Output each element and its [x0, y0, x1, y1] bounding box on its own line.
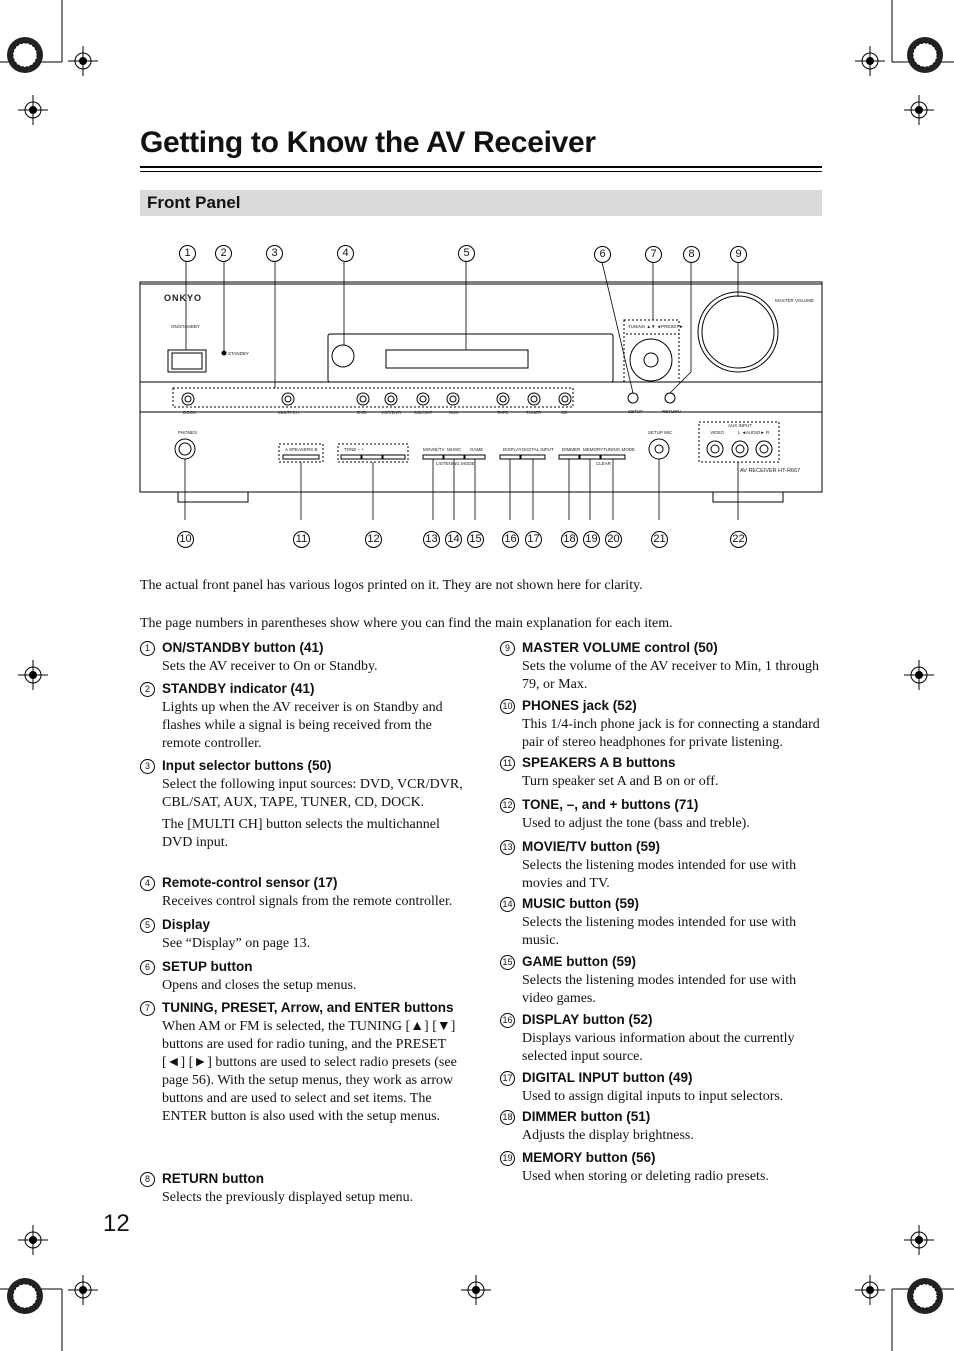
page-title: Getting to Know the AV Receiver [140, 126, 596, 159]
callout-15: 15 [467, 531, 484, 548]
item-number: 15 [500, 955, 515, 970]
item-body: Used when storing or deleting radio presets. [522, 1169, 769, 1184]
panel-input-aux: AUX [449, 410, 459, 415]
callout-10: 10 [177, 531, 194, 548]
panel-standby: STANDBY [228, 351, 249, 356]
item-body: Displays various information about the currently selected input source. [522, 1031, 795, 1064]
section-header [140, 190, 822, 216]
panel-digital-input: DIGITAL INPUT [522, 447, 554, 452]
panel-movie-tv: MOVIE/TV [423, 447, 445, 452]
callout-18: 18 [561, 531, 578, 548]
callout-14: 14 [445, 531, 462, 548]
list-item [500, 1011, 822, 1070]
note-page-numbers: The page numbers in parentheses show where you can find the main explanation for each item. [140, 616, 673, 631]
item-number: 5 [140, 918, 155, 933]
item-number: 16 [500, 1013, 515, 1028]
item-body: Selects the listening modes intended for use with music. [522, 915, 797, 948]
callout-19: 19 [583, 531, 600, 548]
panel-brand: ONKYO [164, 293, 203, 303]
list-item [500, 1108, 822, 1149]
panel-display: DISPLAY [503, 447, 522, 452]
item-number: 1 [140, 641, 155, 656]
panel-audio: L ◄AUDIO► R [738, 430, 770, 435]
panel-memory: MEMORY [583, 447, 604, 452]
item-body: See “Display” on page 13. [162, 936, 311, 951]
item-body: Selects the listening modes intended for use with video games. [522, 973, 797, 1006]
callout-16: 16 [502, 531, 519, 548]
panel-input-cd: CD [561, 410, 568, 415]
note-logos: The actual front panel has various logos printed on it. They are not shown here for clarity. [140, 578, 643, 593]
panel-dimmer: DIMMER [562, 447, 581, 452]
item-heading: Remote-control sensor (17) [162, 875, 338, 890]
item-heading: DIGITAL INPUT button (49) [522, 1070, 693, 1085]
item-number: 2 [140, 682, 155, 697]
panel-input-cblsat: CBL/SAT [414, 410, 433, 415]
list-item [140, 874, 470, 915]
item-heading: MUSIC button (59) [522, 896, 639, 911]
item-heading: STANDBY indicator (41) [162, 681, 315, 696]
item-body: Receives control signals from the remote controller. [162, 894, 453, 909]
callout-22: 22 [730, 531, 747, 548]
list-item [500, 754, 822, 795]
panel-speakers: A SPEAKERS B [285, 447, 318, 452]
panel-model: AV RECEIVER HT-R667 [740, 468, 801, 474]
panel-input-dvd: DVD [357, 410, 367, 415]
list-item [140, 1170, 470, 1211]
panel-tone: TONE – + [344, 447, 365, 452]
item-number: 7 [140, 1001, 155, 1016]
list-item [500, 1149, 822, 1190]
section-title: Front Panel [147, 193, 241, 212]
callout-9: 9 [730, 246, 747, 263]
item-heading: TONE, –, and + buttons (71) [522, 797, 699, 812]
item-body-2: The [MULTI CH] button selects the multichannel DVD input. [162, 817, 440, 850]
item-body: Lights up when the AV receiver is on Standby and flashes while a signal is being received from the remote controller. [162, 700, 443, 751]
item-body: Selects the listening modes intended for use with movies and TV. [522, 858, 797, 891]
front-panel-illustration [138, 262, 824, 520]
item-number: 4 [140, 876, 155, 891]
panel-on-standby: ON/STANDBY [171, 324, 200, 329]
panel-phones: PHONES [178, 430, 198, 435]
item-heading: GAME button (59) [522, 954, 636, 969]
panel-game: GAME [470, 447, 484, 452]
item-heading: DISPLAY button (52) [522, 1012, 653, 1027]
item-heading: SPEAKERS A B buttons [522, 755, 676, 770]
item-heading: MEMORY button (56) [522, 1150, 656, 1165]
item-body: Adjusts the display brightness. [522, 1128, 694, 1143]
callout-20: 20 [605, 531, 622, 548]
item-number: 17 [500, 1071, 515, 1086]
panel-master-volume: MASTER VOLUME [775, 298, 815, 303]
item-heading: ON/STANDBY button (41) [162, 640, 324, 655]
list-item [500, 838, 822, 897]
list-item [140, 639, 470, 680]
item-number: 13 [500, 840, 515, 855]
list-item [140, 757, 470, 856]
panel-input-multich: MULTI CH [278, 410, 299, 415]
item-heading: SETUP button [162, 959, 253, 974]
callout-6: 6 [594, 246, 611, 263]
item-number: 14 [500, 897, 515, 912]
item-body: Used to adjust the tone (bass and treble). [522, 816, 750, 831]
callout-13: 13 [423, 531, 440, 548]
item-heading: RETURN button [162, 1171, 264, 1186]
panel-input-tape: TAPE [497, 410, 509, 415]
list-item [500, 1069, 822, 1110]
page-number: 12 [103, 1210, 130, 1237]
item-heading: MOVIE/TV button (59) [522, 839, 660, 854]
item-number: 10 [500, 699, 515, 714]
item-heading: TUNING, PRESET, Arrow, and ENTER buttons [162, 1000, 454, 1015]
title-rule [140, 166, 822, 168]
item-number: 8 [140, 1172, 155, 1187]
callout-3: 3 [266, 245, 283, 262]
callout-17: 17 [525, 531, 542, 548]
list-item [500, 697, 822, 756]
callout-12: 12 [365, 531, 382, 548]
item-number: 19 [500, 1151, 515, 1166]
item-body: Sets the AV receiver to On or Standby. [162, 659, 378, 674]
callout-11: 11 [293, 531, 310, 548]
item-number: 6 [140, 960, 155, 975]
item-body: Used to assign digital inputs to input selectors. [522, 1089, 784, 1104]
callout-21: 21 [651, 531, 668, 548]
list-item [500, 796, 822, 837]
item-body: Turn speaker set A and B on or off. [522, 774, 719, 789]
list-item [500, 953, 822, 1012]
item-body: Opens and closes the setup menus. [162, 978, 357, 993]
callout-1: 1 [179, 245, 196, 262]
item-number: 9 [500, 641, 515, 656]
panel-video: VIDEO [710, 430, 725, 435]
callout-5: 5 [458, 245, 475, 262]
list-item [140, 916, 470, 957]
callout-8: 8 [683, 246, 700, 263]
item-heading: DIMMER button (51) [522, 1109, 651, 1124]
item-number: 11 [500, 756, 515, 771]
item-body: When AM or FM is selected, the TUNING [▲] [▼] buttons are used for radio tuning, and the PRESET [◄] [►] buttons are used to select radio presets (see page 56). With the setup menus, they work as arrow buttons and are used to select and set items. The ENTER button is also used with the setup menus. [162, 1019, 457, 1124]
item-number: 3 [140, 759, 155, 774]
list-item [140, 680, 470, 757]
panel-setup: SETUP [628, 409, 644, 414]
item-body: Select the following input sources: DVD, VCR/DVR, CBL/SAT, AUX, TAPE, TUNER, CD, DOCK. [162, 777, 463, 810]
list-item [500, 639, 822, 698]
panel-input-tuner: TUNER [526, 410, 542, 415]
callout-4: 4 [337, 245, 354, 262]
item-heading: MASTER VOLUME control (50) [522, 640, 718, 655]
item-heading: PHONES jack (52) [522, 698, 637, 713]
list-item [500, 895, 822, 954]
callout-2: 2 [215, 245, 232, 262]
item-heading: Input selector buttons (50) [162, 758, 332, 773]
callout-7: 7 [645, 246, 662, 263]
panel-aux-input: AUX INPUT [728, 423, 753, 428]
panel-input-dock: DOCK [183, 410, 197, 415]
panel-setup-mic: SETUP MIC [648, 430, 673, 435]
item-number: 12 [500, 798, 515, 813]
title-rule-thin [140, 171, 822, 172]
panel-return: RETURN [662, 409, 681, 414]
item-body: This 1/4-inch phone jack is for connecting a standard pair of stereo headphones for private listening. [522, 717, 820, 750]
item-body: Selects the previously displayed setup menu. [162, 1190, 414, 1205]
panel-listening-mode: LISTENING MODE [436, 461, 475, 466]
item-number: 18 [500, 1110, 515, 1125]
panel-input-vcrdvr: VCR/DVR [381, 410, 402, 415]
panel-tuning-mode: TUNING MODE [603, 447, 635, 452]
panel-clear: CLEAR [596, 461, 612, 466]
panel-music: MUSIC [447, 447, 462, 452]
panel-tuning-preset: TUNING ▲▼ ◄PRESET► [628, 324, 684, 329]
item-body: Sets the volume of the AV receiver to Min, 1 through 79, or Max. [522, 659, 819, 692]
list-item [140, 999, 470, 1130]
list-item [140, 958, 470, 999]
item-heading: Display [162, 917, 211, 932]
